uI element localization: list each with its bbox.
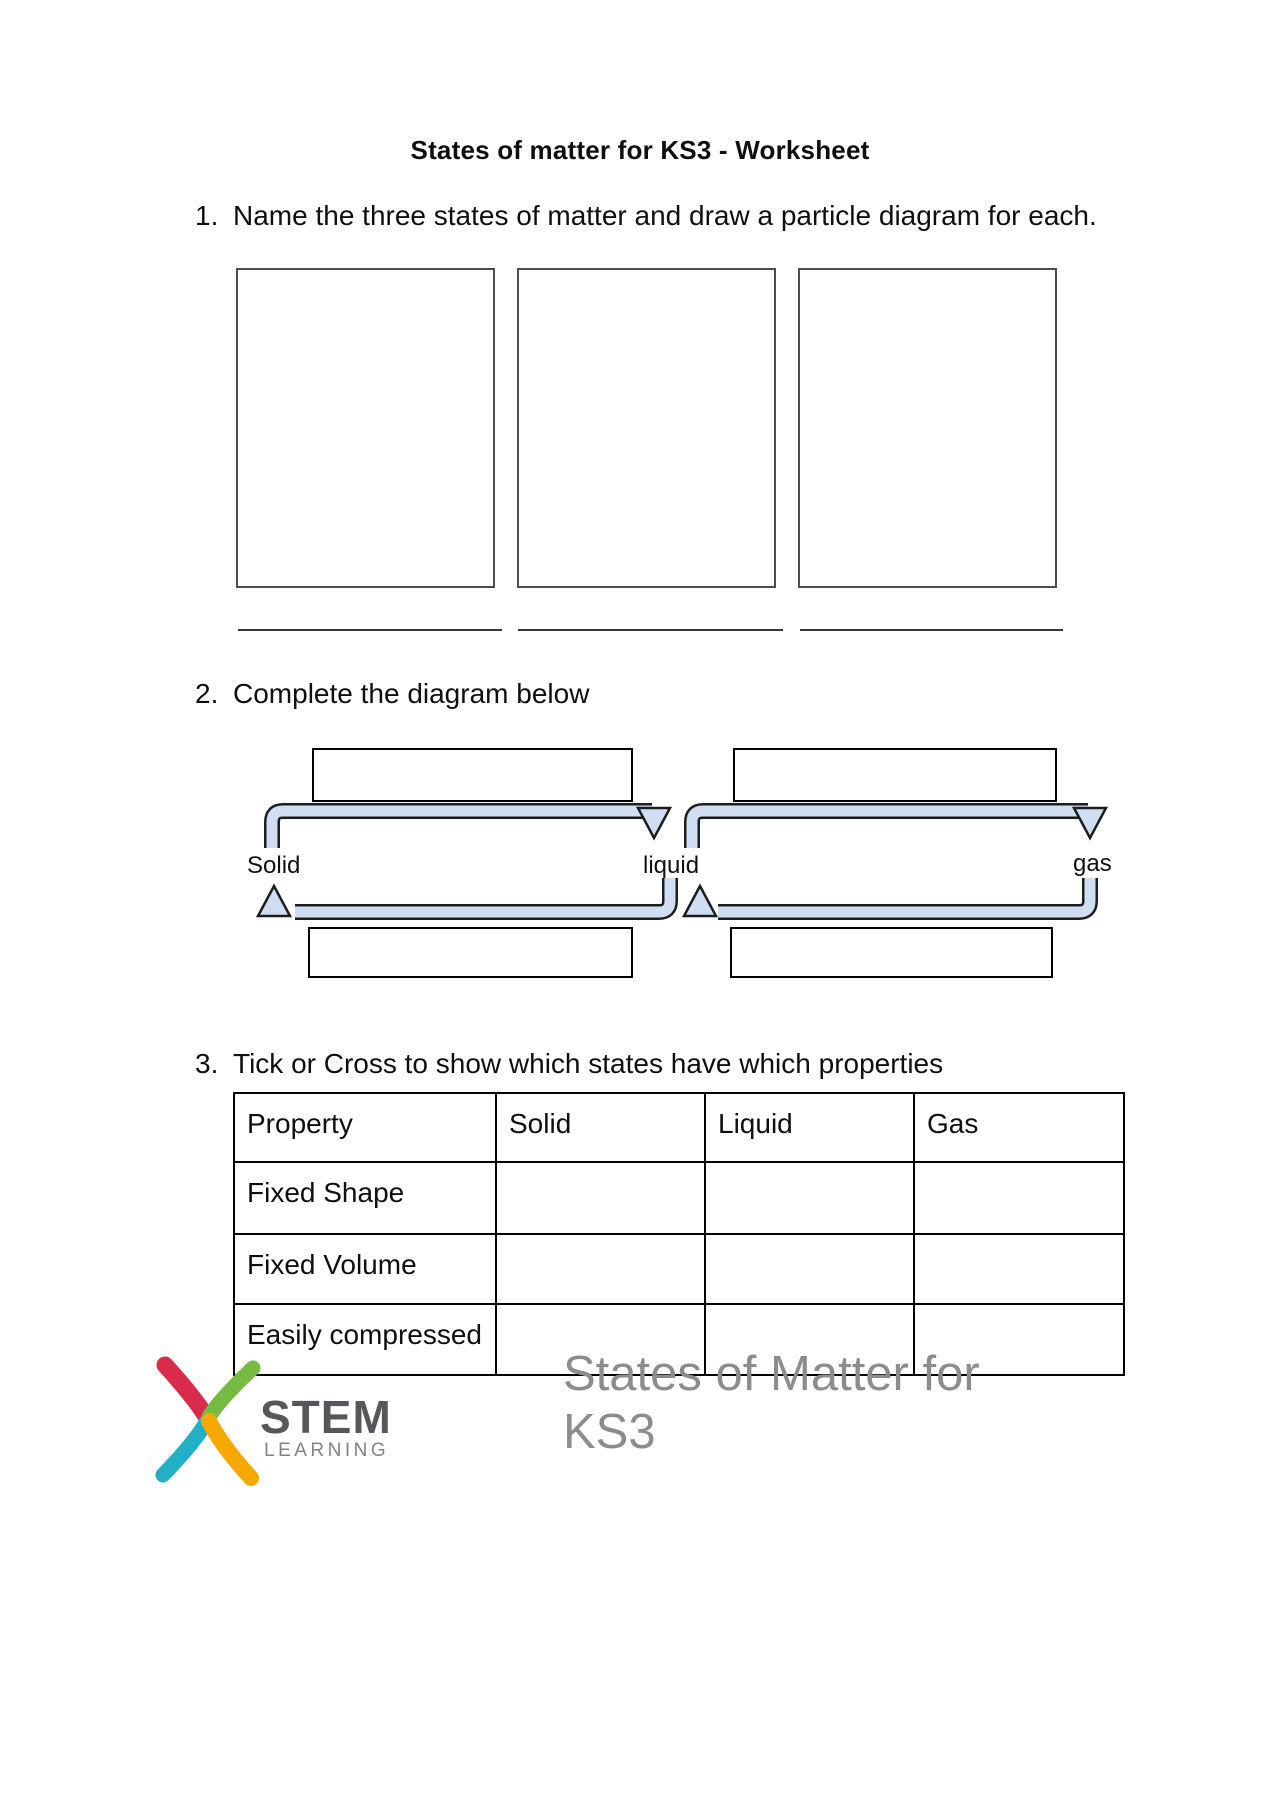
state-name-line-3[interactable] xyxy=(800,629,1063,631)
state-name-line-2[interactable] xyxy=(518,629,783,631)
header-solid: Solid xyxy=(496,1093,705,1162)
state-label-gas: gas xyxy=(1073,850,1112,877)
row-label-easily-compressed: Easily compressed xyxy=(234,1304,496,1375)
arrow-gas-to-liquid xyxy=(684,878,1090,916)
table-row xyxy=(234,1234,1124,1304)
header-gas: Gas xyxy=(914,1093,1124,1162)
particle-diagram-box-liquid[interactable] xyxy=(517,268,776,588)
answer-cell-fixed-shape-gas[interactable] xyxy=(914,1162,1124,1234)
arrow-solid-to-liquid xyxy=(272,808,670,848)
answer-cell-fixed-volume-liquid[interactable] xyxy=(705,1234,914,1304)
particle-diagram-box-gas[interactable] xyxy=(798,268,1057,588)
particle-diagram-box-solid[interactable] xyxy=(236,268,495,588)
question-2-number: 2. xyxy=(195,678,219,709)
question-2-text: Complete the diagram below xyxy=(233,678,590,709)
header-property: Property xyxy=(234,1093,496,1162)
answer-cell-fixed-volume-gas[interactable] xyxy=(914,1234,1124,1304)
stem-logo-subtext: LEARNING xyxy=(264,1440,390,1461)
header-liquid: Liquid xyxy=(705,1093,914,1162)
question-3-text: Tick or Cross to show which states have which properties xyxy=(233,1048,944,1079)
state-name-line-1[interactable] xyxy=(238,629,502,631)
question-3-number: 3. xyxy=(195,1048,219,1079)
row-label-fixed-volume: Fixed Volume xyxy=(234,1234,496,1304)
question-1-text: Name the three states of matter and draw a particle diagram for each. xyxy=(233,200,1097,231)
stem-learning-logo-icon xyxy=(145,1350,275,1490)
properties-table xyxy=(233,1092,1125,1376)
table-header-row xyxy=(234,1093,1124,1162)
row-label-fixed-shape: Fixed Shape xyxy=(234,1162,496,1234)
footer-caption: States of Matter for KS3 xyxy=(563,1347,980,1459)
state-label-solid: Solid xyxy=(247,852,301,879)
answer-cell-fixed-volume-solid[interactable] xyxy=(496,1234,705,1304)
state-label-liquid: liquid xyxy=(643,852,700,879)
answer-cell-fixed-shape-solid[interactable] xyxy=(496,1162,705,1234)
stem-logo-text: STEM xyxy=(260,1391,392,1443)
page-title: States of matter for KS3 - Worksheet xyxy=(410,135,870,165)
table-row xyxy=(234,1162,1124,1234)
arrow-liquid-to-gas xyxy=(692,808,1106,848)
question-1-number: 1. xyxy=(195,200,219,231)
answer-cell-fixed-shape-liquid[interactable] xyxy=(705,1162,914,1234)
arrow-liquid-to-solid xyxy=(258,878,670,916)
